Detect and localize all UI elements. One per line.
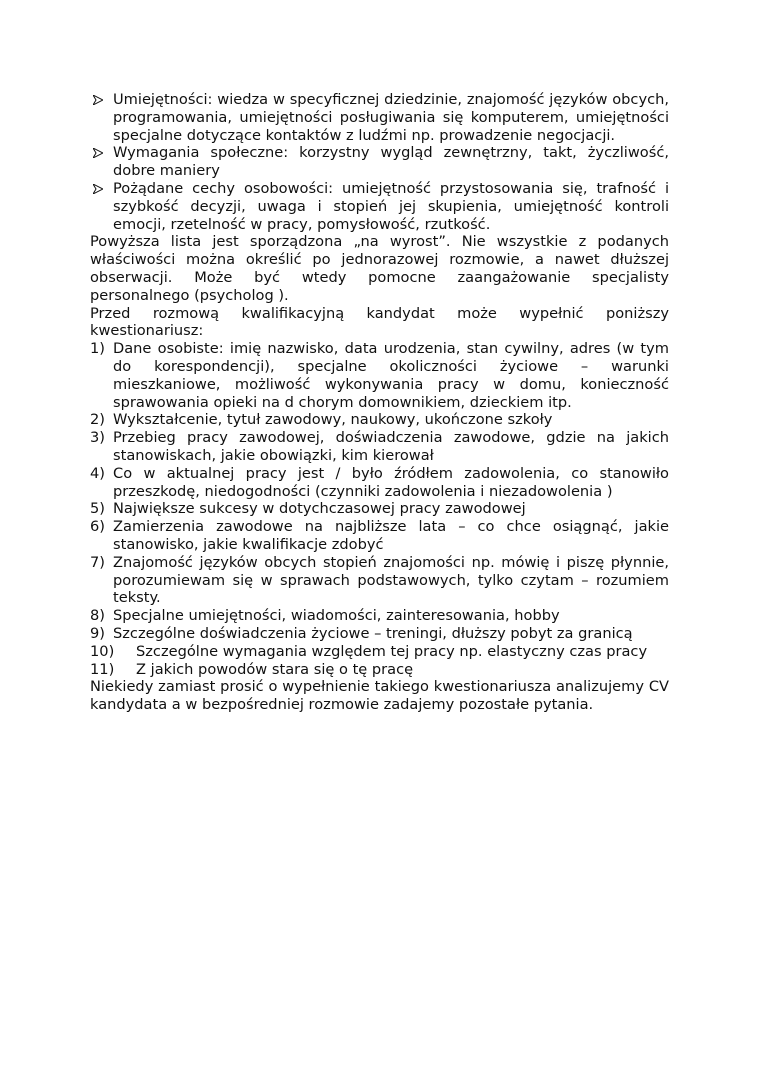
list-text: Szczególne doświadczenia życiowe – treningi, dłuższy pobyt za granicą [113, 624, 633, 642]
bullet-text: Pożądane cechy osobowości: umiejętność przystosowania się, trafność i szybkość decyzji, uwaga i stopień jej skupienia, umiejętność kontroli emocji, rzetelność w pracy, pomysłowość, rzutkość. [113, 179, 669, 233]
list-number: 5) [90, 500, 105, 518]
list-item-satisfaction [90, 465, 669, 501]
list-text: Znajomość języków obcych stopień znajomości np. mówię i piszę płynnie, porozumiewam się w sprawach podstawowych, tylko czytam – rozumiem teksty. [113, 553, 669, 607]
list-number: 1) [90, 340, 105, 358]
arrow-bullet-icon [93, 148, 103, 158]
paragraph-list-note: Powyższa lista jest sporządzona „na wyrost”. Nie wszystkie z podanych właściwości można określić po jednorazowej rozmowie, a nawet dłuższej obserwacji. Może być wtedy pomocne zaangażowanie specjalisty personalnego (psycholog ). [90, 233, 669, 304]
list-number: 10) [90, 642, 115, 660]
list-number: 3) [90, 429, 105, 447]
list-item-motivation [90, 661, 669, 679]
list-item-languages [90, 554, 669, 607]
list-item-special-skills [90, 607, 669, 625]
list-item-personal-data [90, 340, 669, 411]
list-text: Największe sukcesy w dotychczasowej pracy zawodowej [113, 500, 526, 518]
bullet-item-social [90, 144, 669, 180]
list-number: 2) [90, 411, 105, 429]
list-text: Co w aktualnej pracy jest / było źródłem zadowolenia, co stanowiło przeszkodę, niedogodności (czynniki zadowolenia i niezadowolenia ) [113, 464, 669, 500]
list-text: Przebieg pracy zawodowej, doświadczenia zawodowe, gdzie na jakich stanowiskach, jakie obowiązki, kim kierował [113, 429, 669, 464]
list-item-career-plans [90, 518, 669, 554]
list-number: 7) [90, 553, 105, 571]
list-text: Z jakich powodów stara się o tę pracę [136, 660, 414, 678]
bullet-item-skills [90, 91, 669, 144]
list-item-education [90, 411, 669, 429]
list-number: 11) [90, 660, 115, 678]
list-text: Dane osobiste: imię nazwisko, data urodzenia, stan cywilny, adres (w tym do korespondencji), specjalne okoliczności życiowe – warunki mieszkaniowe, możliwość wykonywania pracy w domu, konieczność sprawowania opieki na d chorym domownikiem, dzieckiem itp. [113, 340, 669, 411]
arrow-bullet-icon [93, 184, 103, 194]
list-number: 9) [90, 624, 105, 642]
paragraph-cv-note: Niekiedy zamiast prosić o wypełnienie takiego kwestionariusza analizujemy CV kandydata a w bezpośredniej rozmowie zadajemy pozostałe pytania. [90, 678, 669, 714]
list-item-career [90, 429, 669, 465]
list-number: 4) [90, 464, 105, 482]
list-item-life-experience [90, 625, 669, 643]
list-text: Szczególne wymagania względem tej pracy np. elastyczny czas pracy [136, 642, 648, 660]
arrow-bullet-icon [93, 95, 103, 105]
document-page [90, 91, 669, 714]
list-text: Wykształcenie, tytuł zawodowy, naukowy, ukończone szkoły [113, 411, 553, 429]
list-item-special-requirements [90, 643, 669, 661]
bullet-item-personality [90, 180, 669, 233]
list-number: 8) [90, 607, 105, 625]
list-number: 6) [90, 518, 105, 536]
list-text: Specjalne umiejętności, wiadomości, zainteresowania, hobby [113, 607, 560, 625]
paragraph-questionnaire-intro: Przed rozmową kwalifikacyjną kandydat może wypełnić poniższy kwestionariusz: [90, 304, 669, 340]
bullet-text: Umiejętności: wiedza w specyficznej dziedzinie, znajomość języków obcych, programowania, umiejętności posługiwania się komputerem, umiejętności specjalne dotyczące kontaktów z ludźmi np. prowadzenie negocjacji. [113, 91, 669, 144]
bullet-text: Wymagania społeczne: korzystny wygląd zewnętrzny, takt, życzliwość, dobre maniery [113, 144, 669, 180]
list-text: Zamierzenia zawodowe na najbliższe lata – co chce osiągnąć, jakie stanowisko, jakie kwalifikacje zdobyć [113, 518, 669, 553]
list-item-successes [90, 500, 669, 518]
